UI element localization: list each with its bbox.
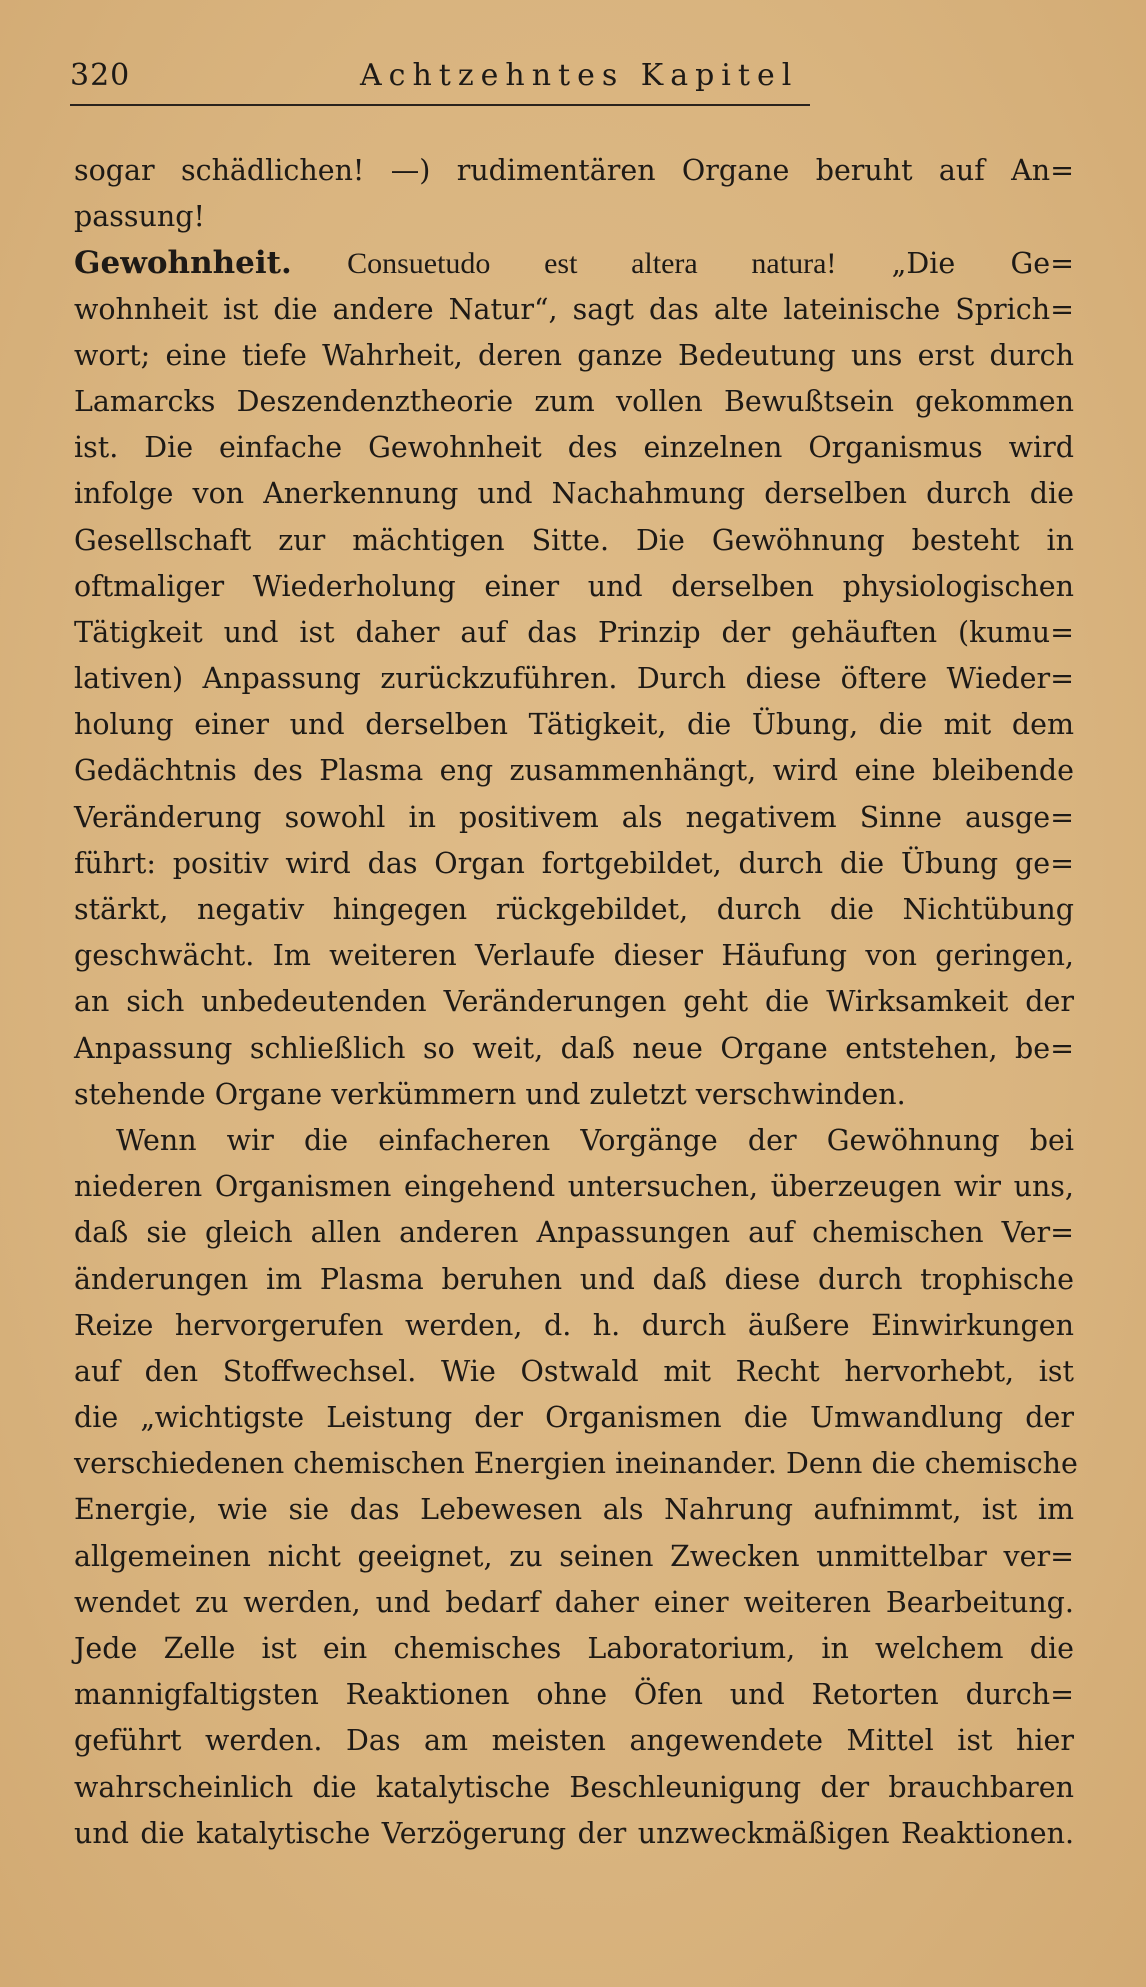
text-line: verschiedenen chemischen Energien ineinander. Denn die chemische: [74, 1447, 1078, 1481]
text-line: lativen) Anpassung zurückzuführen. Durch diese öftere Wieder=: [74, 662, 1074, 696]
header-rule: [70, 104, 810, 106]
body-text: [74, 148, 1078, 1857]
text-line: infolge von Anerkennung und Nachahmung derselben durch die: [74, 477, 1074, 511]
text-line: und die katalytische Verzögerung der unzweckmäßigen Reaktionen.: [74, 1816, 1074, 1850]
text-line: ist. Die einfache Gewohnheit des einzelnen Organismus wird: [74, 431, 1074, 465]
text-line: daß sie gleich allen anderen Anpassungen auf chemischen Ver=: [74, 1216, 1074, 1250]
text-line: Anpassung schließlich so weit, daß neue Organe entstehen, be=: [74, 1031, 1074, 1065]
text-line: stärkt, negativ hingegen rückgebildet, durch die Nichtübung: [74, 893, 1074, 926]
text-line: Energie, wie sie das Lebewesen als Nahrung aufnimmt, ist im: [74, 1493, 1074, 1527]
text-line: wohnheit ist die andere Natur“, sagt das alte lateinische Sprich=: [74, 292, 1074, 326]
text-line: auf den Stoffwechsel. Wie Ostwald mit Recht hervorhebt, ist: [74, 1354, 1074, 1388]
latin-quote: Consuetudo est altera natura!: [347, 247, 837, 281]
running-title: Achtzehntes Kapitel: [360, 58, 799, 93]
text-line: sogar schädlichen! —) rudimentären Organe beruht auf An=: [74, 154, 1074, 187]
text-line: wort; eine tiefe Wahrheit, deren ganze Bedeutung uns erst durch: [74, 338, 1074, 372]
text-line: Tätigkeit und ist daher auf das Prinzip der gehäuften (kumu=: [74, 615, 1074, 649]
text-line: Veränderung sowohl in positivem als negativem Sinne ausge=: [74, 800, 1074, 834]
text-line: an sich unbedeutenden Veränderungen geht die Wirksamkeit der: [74, 985, 1074, 1019]
text-line: oftmaliger Wiederholung einer und derselben physiologischen: [74, 569, 1074, 603]
page-header: [70, 52, 1076, 102]
text-line: Lamarcks Deszendenztheorie zum vollen Bewußtsein gekommen: [74, 384, 1074, 418]
text-line: allgemeinen nicht geeignet, zu seinen Zwecken unmittelbar ver=: [74, 1539, 1074, 1573]
text-line: geschwächt. Im weiteren Verlaufe dieser Häufung von geringen,: [74, 939, 1074, 973]
text-line: Reize hervorgerufen werden, d. h. durch äußere Einwirkungen: [74, 1308, 1074, 1342]
text-line: Gesellschaft zur mächtigen Sitte. Die Gewöhnung besteht in: [74, 523, 1074, 557]
text-line: mannigfaltigsten Reaktionen ohne Öfen und Retorten durch=: [74, 1678, 1074, 1712]
text-line: stehende Organe verkümmern und zuletzt verschwinden.: [74, 1077, 906, 1111]
text-line: passung!: [74, 200, 205, 234]
text-line: Wenn wir die einfacheren Vorgänge der Gewöhnung bei: [116, 1123, 1074, 1157]
text-line: [74, 240, 1074, 286]
text-line: führt: positiv wird das Organ fortgebildet, durch die Übung ge=: [74, 846, 1074, 880]
text-line: änderungen im Plasma beruhen und daß diese durch trophische: [74, 1262, 1074, 1296]
text-line: wendet zu werden, und bedarf daher einer weiteren Bearbeitung.: [74, 1585, 1074, 1619]
page-number: 320: [70, 58, 131, 93]
keyword-heading: Gewohnheit.: [74, 245, 292, 282]
text-line: die „wichtigste Leistung der Organismen die Umwandlung der: [74, 1401, 1074, 1435]
text-fragment: „Die Ge=: [891, 247, 1075, 281]
text-line: Gedächtnis des Plasma eng zusammenhängt, wird eine bleibende: [74, 754, 1074, 788]
text-line: holung einer und derselben Tätigkeit, die Übung, die mit dem: [74, 708, 1074, 742]
text-line: Jede Zelle ist ein chemisches Laboratorium, in welchem die: [74, 1632, 1074, 1665]
text-line: wahrscheinlich die katalytische Beschleunigung der brauchbaren: [74, 1770, 1074, 1804]
text-line: geführt werden. Das am meisten angewendete Mittel ist hier: [74, 1724, 1074, 1758]
text-line: niederen Organismen eingehend untersuchen, überzeugen wir uns,: [74, 1170, 1074, 1204]
